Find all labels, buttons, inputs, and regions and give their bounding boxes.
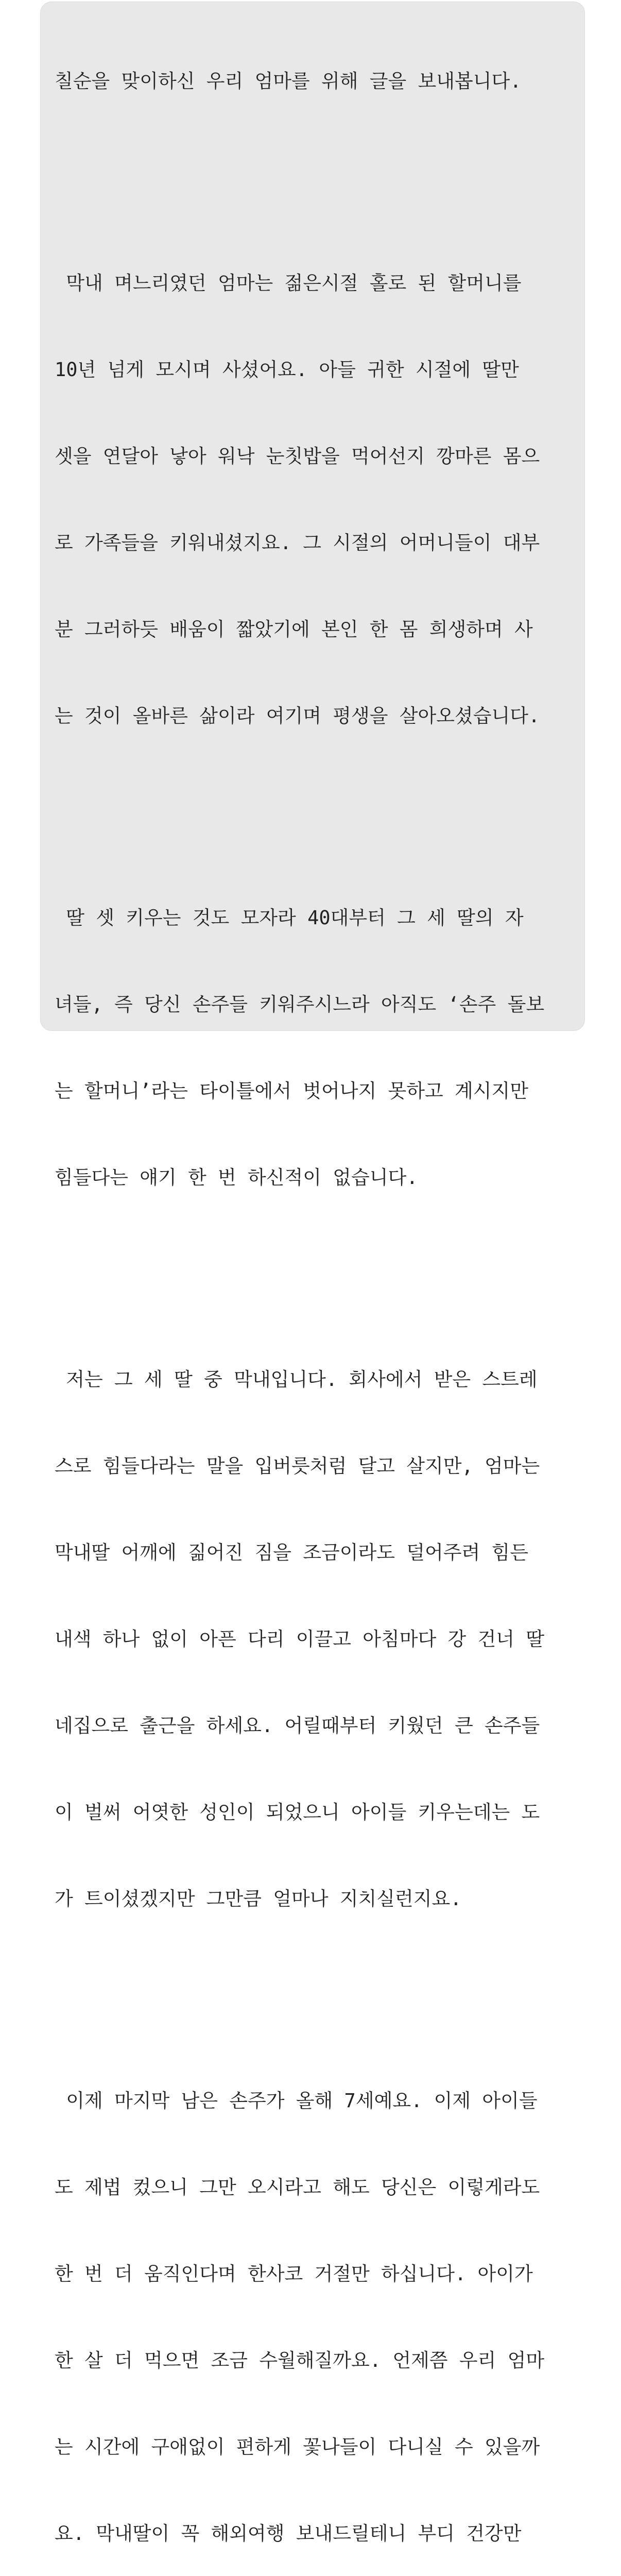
paragraph-1-line-1: 막내 며느리였던 엄마는 젊은시절 홀로 된 할머니를	[55, 272, 522, 294]
paragraph-3-line-7: 가 트이셨겠지만 그만큼 얼마나 지치실런지요.	[55, 1888, 462, 1910]
paragraph-gap	[55, 1250, 580, 1279]
paragraph-4-line-1: 이제 마지막 남은 손주가 올해 7세예요. 이제 아이들	[55, 2090, 538, 2112]
opening-line: 칠순을 맞이하신 우리 엄마를 위해 글을 보내봅니다.	[55, 70, 522, 92]
paragraph-3-line-2: 스로 힘들다라는 말을 입버릇처럼 달고 살지만, 엄마는	[55, 1455, 540, 1477]
paragraph-2-line-1: 딸 셋 키우는 것도 모자라 40대부터 그 세 딸의 자	[55, 907, 524, 929]
paragraph-4-line-4: 한 살 더 먹으면 조금 수월해질까요. 언제쯤 우리 엄마	[55, 2349, 545, 2371]
paragraph-1-line-2: 10년 넘게 모시며 사셨어요. 아들 귀한 시절에 딸만	[55, 359, 519, 381]
paragraph-gap	[55, 788, 580, 817]
paragraph-2-line-4: 힘들다는 얘기 한 번 하신적이 없습니다.	[55, 1166, 418, 1189]
paragraph-1-line-6: 는 것이 올바른 삶이라 여기며 평생을 살아오셨습니다.	[55, 705, 540, 727]
paragraph-3-line-3: 막내딸 어깨에 짊어진 짐을 조금이라도 덜어주려 힘든	[55, 1541, 528, 1564]
paragraph-gap	[55, 154, 580, 182]
paragraph-3-line-5: 네집으로 출근을 하세요. 어릴때부터 키웠던 큰 손주들	[55, 1715, 540, 1737]
paragraph-3-line-4: 내색 하나 없이 아픈 다리 이끌고 아침마다 강 건너 딸	[55, 1628, 545, 1650]
paragraph-3-line-6: 이 벌써 어엿한 성인이 되었으니 아이들 키우는데는 도	[55, 1801, 540, 1823]
paragraph-4-line-5: 는 시간에 구애없이 편하게 꽃나들이 다니실 수 있을까	[55, 2436, 540, 2458]
paragraph-4-line-6: 요. 막내딸이 꼭 해외여행 보내드릴테니 부디 건강만	[55, 2522, 522, 2545]
paragraph-4-line-3: 한 번 더 움직인다며 한사코 거절만 하십니다. 아이가	[55, 2263, 533, 2285]
paragraph-1-line-4: 로 가족들을 키워내셨지요. 그 시절의 어머니들이 대부	[55, 532, 540, 554]
paragraph-gap	[55, 1971, 580, 2000]
paragraph-3-line-1: 저는 그 세 딸 중 막내입니다. 회사에서 받은 스트레	[55, 1368, 538, 1391]
paragraph-2-line-2: 녀들, 즉 당신 손주들 키워주시느라 아직도 ‘손주 돌보	[55, 993, 545, 1015]
paragraph-4-line-2: 도 제법 컸으니 그만 오시라고 해도 당신은 이렇게라도	[55, 2176, 540, 2198]
paragraph-1-line-3: 셋을 연달아 낳아 워낙 눈칫밥을 먹어선지 깡마른 몸으	[55, 445, 540, 467]
paragraph-1-line-5: 분 그러하듯 배움이 짧았기에 본인 한 몸 희생하며 사	[55, 618, 533, 640]
paragraph-2-line-3: 는 할머니’라는 타이틀에서 벗어나지 못하고 계시지만	[55, 1080, 528, 1102]
message-body	[55, 9, 580, 2576]
